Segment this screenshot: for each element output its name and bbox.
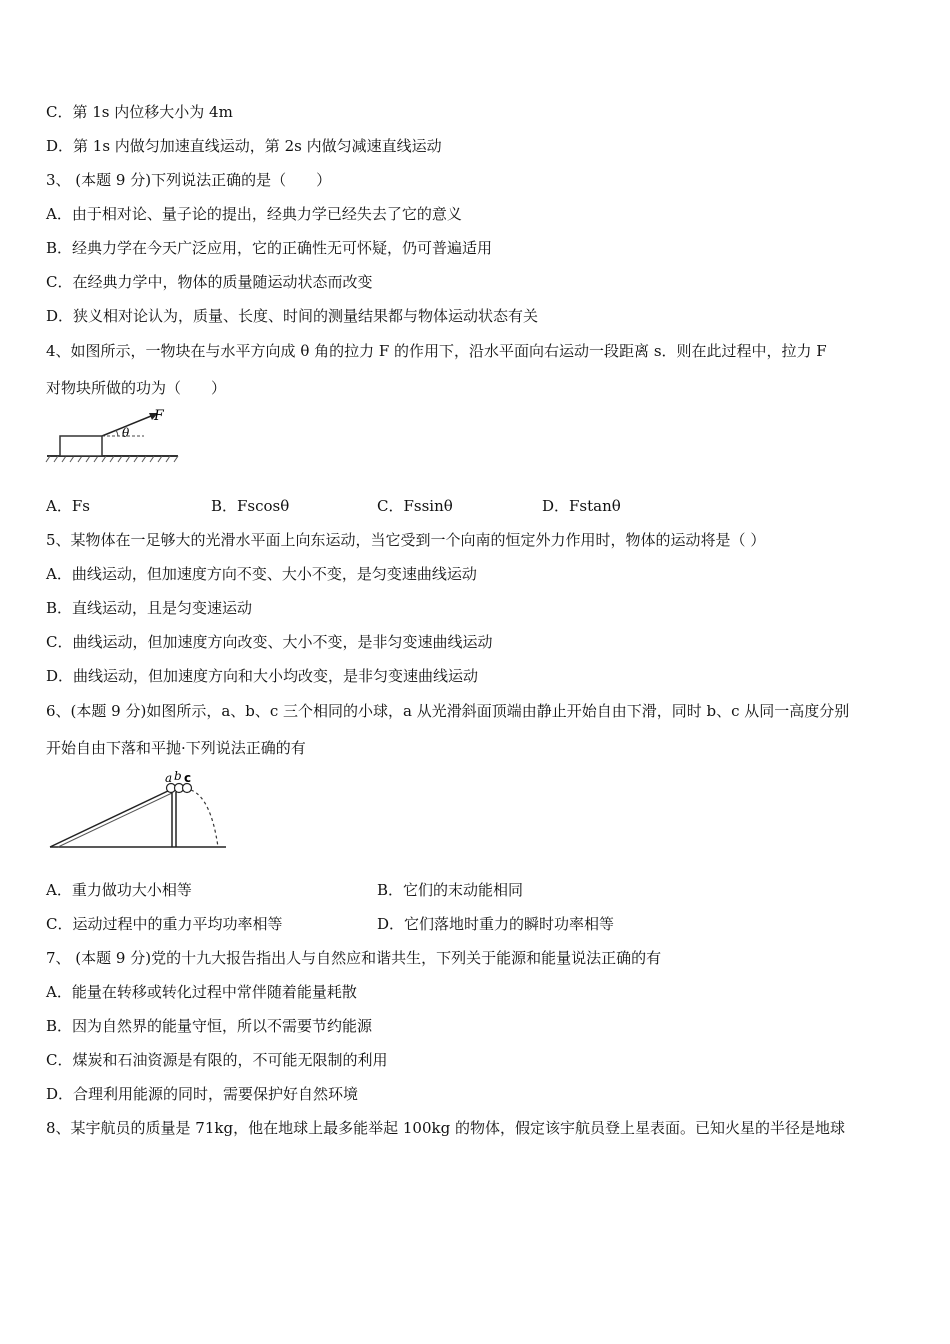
question-5-option-c: C．曲线运动，但加速度方向改变、大小不变，是非匀变速曲线运动 <box>46 633 493 651</box>
question-7-option-b: B．因为自然界的能量守恒，所以不需要节约能源 <box>46 1017 373 1035</box>
question-4-stem-line2: 对物块所做的功为（ ） <box>46 379 227 397</box>
question-3-option-c: C．在经典力学中，物体的质量随运动状态而改变 <box>46 273 373 291</box>
angle-label: θ <box>122 426 130 440</box>
question-5-stem: 5、某物体在一足够大的光滑水平面上向东运动，当它受到一个向南的恒定外力作用时，物体的运动将是（ ） <box>46 531 766 549</box>
question-3-option-d: D．狭义相对论认为，质量、长度、时间的测量结果都与物体运动状态有关 <box>46 307 539 325</box>
question-7-option-c: C．煤炭和石油资源是有限的，不可能无限制的利用 <box>46 1051 388 1069</box>
question-7-stem: 7、 (本题 9 分)党的十九大报告指出人与自然应和谐共生，下列关于能源和能量说法正确的有 <box>46 949 662 967</box>
question-5-option-b: B．直线运动，且是匀变速运动 <box>46 599 253 617</box>
question-7-option-a: A．能量在转移或转化过程中常伴随着能量耗散 <box>46 983 357 1001</box>
question-6-stem-line2: 开始自由下落和平抛·下列说法正确的有 <box>46 739 306 757</box>
question-4-option-d: D．Fstanθ <box>542 497 621 515</box>
question-3-option-b: B．经典力学在今天广泛应用，它的正确性无可怀疑，仍可普遍适用 <box>46 239 493 257</box>
question-6-stem-line1: 6、(本题 9 分)如图所示，a、b、c 三个相同的小球，a 从光滑斜面顶端由静止开始自由下滑，同时 b、c 从同一高度分别 <box>46 702 850 720</box>
question-3-option-a: A．由于相对论、量子论的提出，经典力学已经失去了它的意义 <box>46 205 462 223</box>
question-3-stem: 3、 (本题 9 分)下列说法正确的是（ ） <box>46 171 332 189</box>
question-6-option-d: D．它们落地时重力的瞬时功率相等 <box>377 915 615 933</box>
option-d-prev: D．第 1s 内做匀加速直线运动，第 2s 内做匀减速直线运动 <box>46 137 442 155</box>
incline-edge <box>58 793 172 847</box>
label-b: b <box>174 770 182 783</box>
incline-surface <box>50 790 170 847</box>
angle-arc <box>116 430 118 436</box>
question-6-figure <box>46 770 231 855</box>
question-4-stem-line1: 4、如图所示，一物块在与水平方向成 θ 角的拉力 F 的作用下，沿水平面向右运动一段距离 s．则在此过程中，拉力 F <box>46 342 827 360</box>
question-4-option-a: A．Fs <box>46 497 90 515</box>
force-label: F <box>154 408 164 424</box>
question-4-option-c: C．Fssinθ <box>377 497 453 515</box>
question-5-option-a: A．曲线运动，但加速度方向不变、大小不变，是匀变速曲线运动 <box>46 565 477 583</box>
option-c-prev: C．第 1s 内位移大小为 4m <box>46 103 233 121</box>
question-6-option-a: A．重力做功大小相等 <box>46 881 192 899</box>
block <box>60 436 102 456</box>
question-4-figure <box>44 404 184 466</box>
label-a: a <box>165 771 173 785</box>
question-5-option-d: D．曲线运动，但加速度方向和大小均改变，是非匀变速曲线运动 <box>46 667 479 685</box>
question-7-option-d: D．合理利用能源的同时，需要保护好自然环境 <box>46 1085 359 1103</box>
question-6-option-b: B．它们的末动能相同 <box>377 881 524 899</box>
question-8-stem: 8、某宇航员的质量是 71kg，他在地球上最多能举起 100kg 的物体，假定该宇航员登上星表面。已知火星的半径是地球 <box>46 1119 845 1137</box>
label-c: c <box>184 771 192 785</box>
question-6-option-c: C．运动过程中的重力平均功率相等 <box>46 915 283 933</box>
projectile-path <box>191 790 218 847</box>
question-4-option-b: B．Fscosθ <box>211 497 290 515</box>
